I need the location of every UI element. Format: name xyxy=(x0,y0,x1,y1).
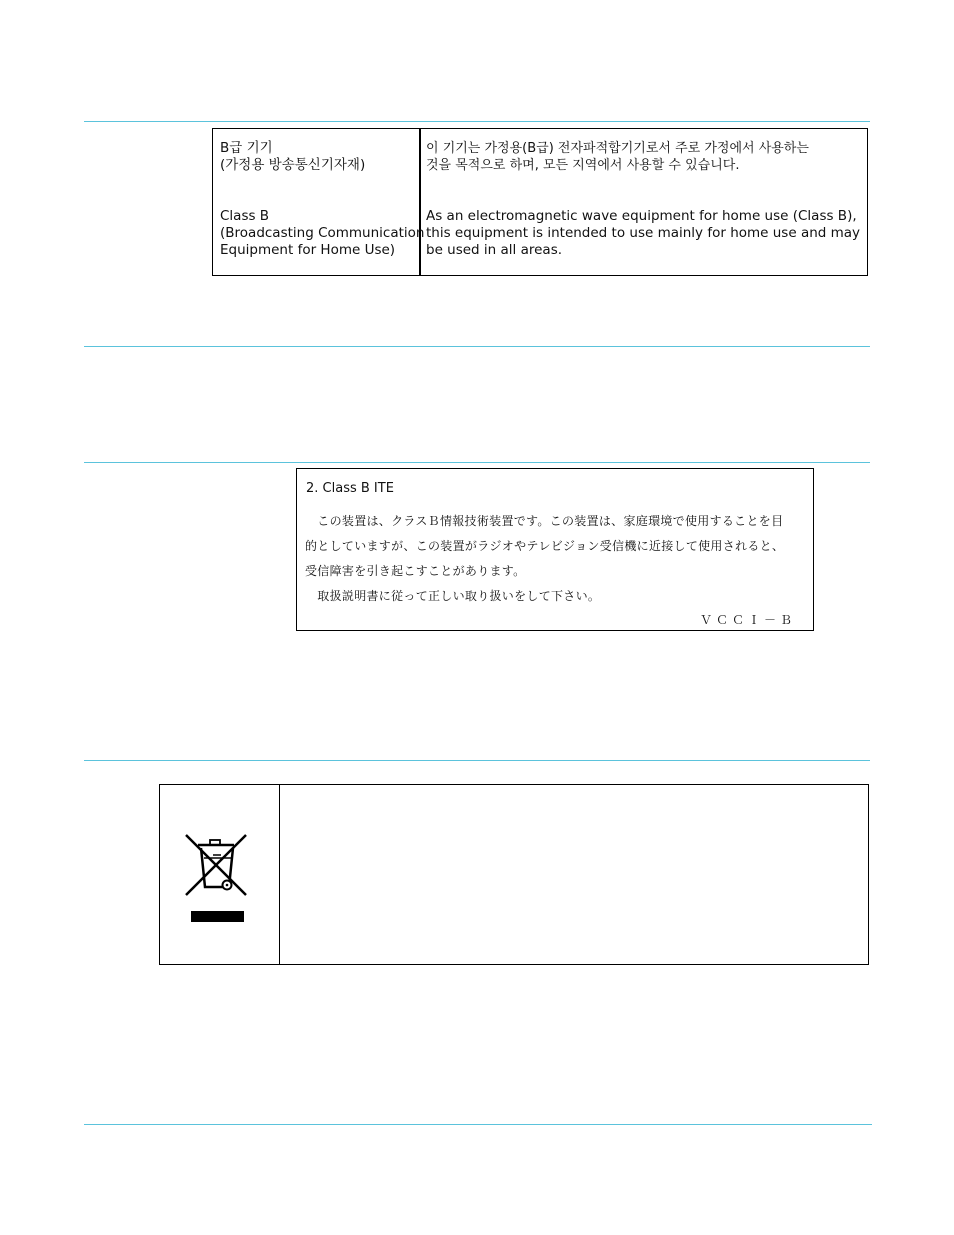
kc-left-english-line: Class B xyxy=(220,208,270,224)
weee-table-divider xyxy=(279,785,280,964)
kc-right-english-line: this equipment is intended to use mainly for home use and may xyxy=(426,225,861,241)
kc-left-korean-line: (가정용 방송통신기자재) xyxy=(220,157,366,173)
weee-table xyxy=(159,784,869,965)
vcci-heading: 2. Class B ITE xyxy=(306,481,394,496)
kc-right-korean-line: 이 기기는 가정용(B급) 전자파적합기기로서 주로 가정에서 사용하는 xyxy=(426,141,809,156)
kc-left-korean xyxy=(220,140,365,174)
vcci-line: 受信障害を引き起こすことがあります。 xyxy=(305,564,526,578)
section-rule-2 xyxy=(84,346,870,347)
vcci-line: この装置は、クラスＢ情報技術装置です。この装置は、家庭環境で使用することを目 xyxy=(305,514,784,528)
section-rule-5 xyxy=(84,1124,872,1125)
vcci-code: ＶＣＣＩ－Ｂ xyxy=(699,613,796,627)
kc-right-english-line: be used in all areas. xyxy=(426,242,563,258)
kc-right-korean xyxy=(426,140,809,174)
vcci-line: 的としていますが、この装置がラジオやテレビジョン受信機に近接して使用されると、 xyxy=(305,539,785,553)
section-rule-3 xyxy=(84,462,870,463)
section-rule-1 xyxy=(84,121,870,122)
kc-left-english-line: (Broadcasting Communication xyxy=(220,225,425,241)
vcci-line: 取扱説明書に従って正しい取り扱いをして下さい。 xyxy=(305,589,601,603)
vcci-statement-box xyxy=(296,468,814,631)
kc-left-english xyxy=(220,208,424,259)
kc-class-b-table xyxy=(212,128,868,276)
kc-right-korean-line: 것을 목적으로 하며, 모든 지역에서 사용할 수 있습니다. xyxy=(426,158,740,173)
section-rule-4 xyxy=(84,760,870,761)
kc-right-english xyxy=(426,208,860,259)
kc-left-korean-line: B급 기기 xyxy=(220,140,273,156)
kc-right-english-line: As an electromagnetic wave equipment for home use (Class B), xyxy=(426,208,857,224)
crossed-out-wheelie-bin-icon xyxy=(182,831,250,927)
kc-left-english-line: Equipment for Home Use) xyxy=(220,242,396,258)
